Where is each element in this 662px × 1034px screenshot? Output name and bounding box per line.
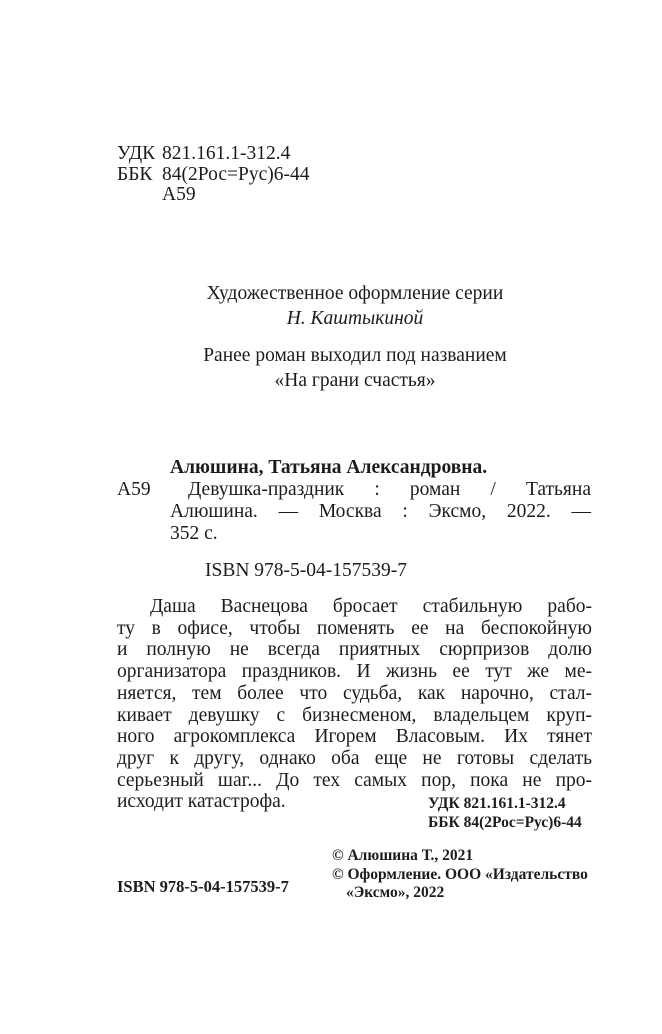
author-sign-row (117, 185, 309, 206)
series-design-line: Художественное оформление серии (206, 283, 504, 304)
annotation-line: кивает девушку с бизнесменом, владельцем круп- (117, 704, 592, 726)
bbk-row (117, 165, 309, 186)
annotation-line: няется, тем более что судьба, как нарочно, стал- (117, 682, 592, 704)
catalog-author-sign: А59 (117, 479, 151, 500)
annotation-line: ного агрокомплекса Игорем Власовым. Их тянет (117, 726, 592, 748)
catalog-line-1: Девушка-праздник : роман / Татьяна (188, 479, 591, 500)
annotation-line: организатора праздников. И жизнь ее тут же ме- (117, 661, 592, 683)
annotation-line: исходит катастрофа. (117, 791, 286, 813)
annotation-line: друг к другу, однако оба еще не готовы сделать (117, 747, 592, 769)
author-sign: А59 (162, 184, 196, 205)
catalog-author: Алюшина, Татьяна Александровна. (170, 457, 488, 478)
udk-label: УДК (117, 143, 156, 164)
annotation-line: и полную не всегда приятных сюрпризов долю (117, 639, 592, 661)
bottom-codes-block (428, 794, 582, 832)
retitle-line-2: «На грани счастья» (274, 370, 436, 391)
copyright-block (332, 847, 588, 903)
isbn-middle: ISBN 978-5-04-157539-7 (205, 560, 408, 581)
bbk-label: ББК (117, 163, 153, 185)
series-note (117, 281, 593, 393)
isbn-bottom: ISBN 978-5-04-157539-7 (117, 877, 289, 896)
catalog-line-2: Алюшина. — Москва : Эксмо, 2022. — (170, 501, 591, 522)
annotation-line: серьезный шаг... До тех самых пор, пока не про- (117, 769, 592, 791)
classification-block (117, 144, 309, 206)
bottom-bbk: ББК 84(2Рос=Рус)6-44 (428, 814, 582, 831)
retitle-line-1: Ранее роман выходил под названием (203, 345, 507, 366)
udk-value: 821.161.1-312.4 (162, 143, 291, 164)
bbk-value: 84(2Рос=Рус)6-44 (162, 163, 310, 185)
copyright-design: © Оформление. ООО «Издательство (332, 865, 588, 883)
udk-row (117, 144, 309, 165)
annotation-line: Даша Васнецова бросает стабильную рабо- (150, 596, 592, 617)
copyright-author: © Алюшина Т., 2021 (332, 847, 474, 864)
author-sign-spacer (117, 185, 162, 206)
catalog-entry (170, 457, 591, 545)
bottom-udk: УДК 821.161.1-312.4 (428, 795, 566, 812)
annotation-line: ту в офисе, чтобы поменять ее на беспокойную (117, 617, 592, 639)
copyright-design-cont: «Эксмо», 2022 (346, 884, 445, 902)
catalog-line-3: 352 с. (170, 523, 218, 544)
annotation-paragraph (117, 596, 592, 813)
series-designer: Н. Каштыкиной (286, 308, 424, 329)
